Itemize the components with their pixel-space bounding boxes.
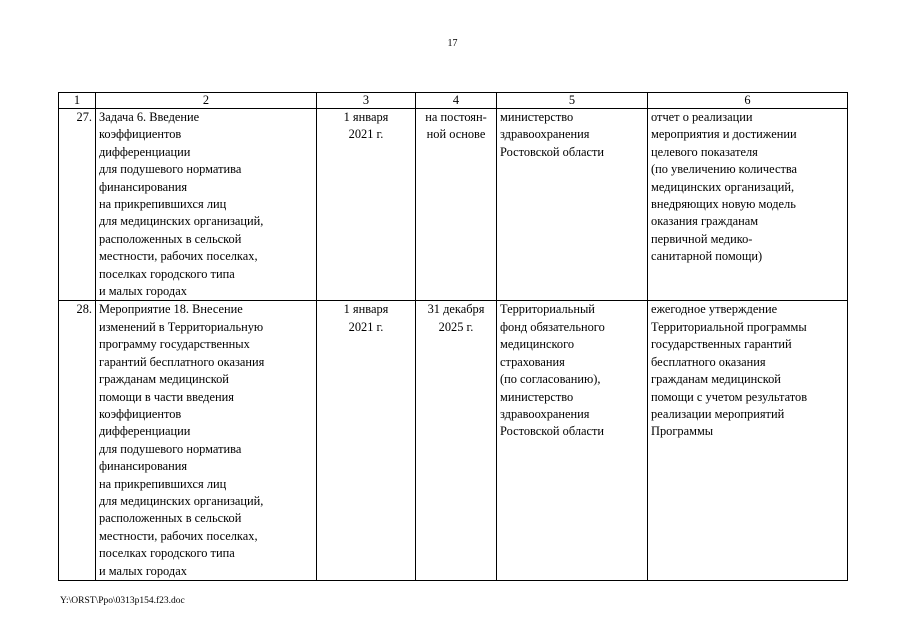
page-number: 17	[447, 38, 458, 49]
header-col-1: 1	[59, 93, 96, 109]
executor: Территориальный фонд обязательного медицинского страхования (по согласованию), министерство здравоохранения Ростовской области	[497, 301, 648, 581]
header-col-4: 4	[416, 93, 497, 109]
row-number: 28.	[59, 301, 96, 581]
header-col-2: 2	[96, 93, 317, 109]
start-date: 1 января 2021 г.	[317, 109, 416, 301]
activities-table	[58, 92, 848, 581]
activity-name: Мероприятие 18. Внесение изменений в Территориальную программу государственных гарантий бесплатного оказания гражданам медицинской помощи в части введения коэффициентов дифференциации для подушевого норматива финансирования на прикрепившихся лиц для медицинских организаций, расположенных в сельской местности, рабочих поселках, поселках городского типа и малых городах	[96, 301, 317, 581]
header-col-6: 6	[648, 93, 848, 109]
table-row	[59, 109, 848, 301]
executor: министерство здравоохранения Ростовской области	[497, 109, 648, 301]
start-date: 1 января 2021 г.	[317, 301, 416, 581]
end-date: 31 декабря 2025 г.	[416, 301, 497, 581]
activity-name: Задача 6. Введение коэффициентов дифференциации для подушевого норматива финансирования на прикрепившихся лиц для медицинских организаций, расположенных в сельской местности, рабочих поселках, поселках городского типа и малых городах	[96, 109, 317, 301]
header-col-3: 3	[317, 93, 416, 109]
table-header-row	[59, 93, 848, 109]
header-col-5: 5	[497, 93, 648, 109]
expected-result: отчет о реализации мероприятия и достижении целевого показателя (по увеличению количества медицинских организаций, внедряющих новую модель оказания гражданам первичной медико- санитарной помощи)	[648, 109, 848, 301]
document-file-path: Y:\ORST\Ppo\0313p154.f23.doc	[60, 596, 185, 606]
end-date: на постоян- ной основе	[416, 109, 497, 301]
row-number: 27.	[59, 109, 96, 301]
expected-result: ежегодное утверждение Территориальной программы государственных гарантий бесплатного оказания гражданам медицинской помощи с учетом результатов реализации мероприятий Программы	[648, 301, 848, 581]
table-row	[59, 301, 848, 581]
